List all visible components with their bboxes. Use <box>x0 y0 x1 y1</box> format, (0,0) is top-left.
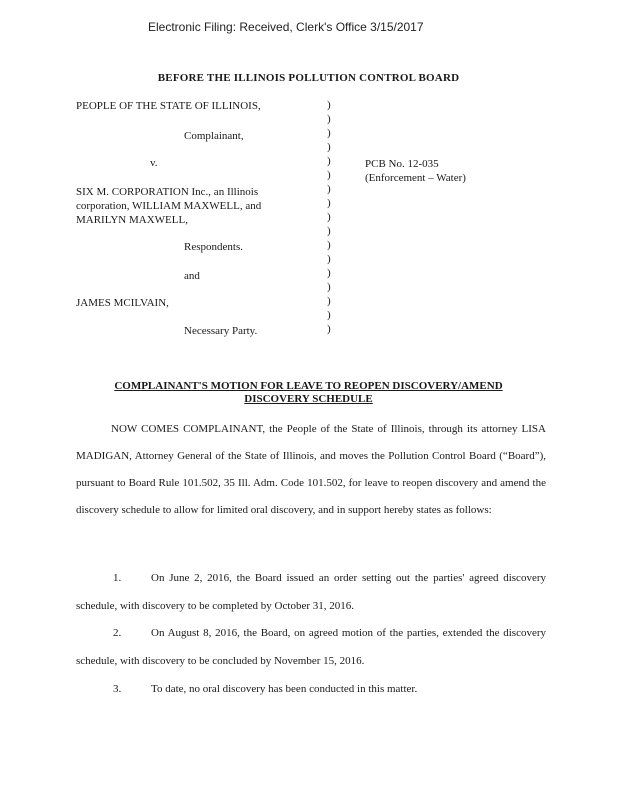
caption-necessary-party: JAMES MCILVAIN, <box>76 297 169 309</box>
caption-paren: ) <box>327 211 331 223</box>
caption-paren: ) <box>327 267 331 279</box>
caption-necessary-party-role: Necessary Party. <box>184 325 258 337</box>
motion-title-line1: COMPLAINANT'S MOTION FOR LEAVE TO REOPEN DISCOVERY/AMEND <box>114 380 503 392</box>
caption-paren: ) <box>327 309 331 321</box>
intro-paragraph: NOW COMES COMPLAINANT, the People of the State of Illinois, through its attorney LISA MADIGAN, Attorney General of the State of Illinois, and moves the Pollution Control Board (“Board”), pursuant to Board Rule 101.502, 35 Ill. Adm. Code 101.502, for leave to reopen discovery and amend the discovery schedule to allow for limited oral discovery, and in support hereby states as follows: <box>76 423 546 516</box>
caption-paren: ) <box>327 141 331 153</box>
caption-paren: ) <box>327 281 331 293</box>
paragraph-text: To date, no oral discovery has been conducted in this matter. <box>151 683 418 695</box>
case-type: (Enforcement – Water) <box>365 172 466 184</box>
paragraph-number: 3. <box>113 683 122 695</box>
caption-parentheses <box>327 98 335 336</box>
numbered-paragraph <box>76 675 546 703</box>
caption-paren: ) <box>327 127 331 139</box>
caption-paren: ) <box>327 197 331 209</box>
motion-title-line2: DISCOVERY SCHEDULE <box>244 393 373 405</box>
paragraph-number: 1. <box>113 572 122 584</box>
caption-paren: ) <box>327 183 331 195</box>
caption-defendants-role: Respondents. <box>184 241 243 253</box>
caption-paren: ) <box>327 253 331 265</box>
caption-paren: ) <box>327 239 331 251</box>
numbered-paragraph <box>76 564 546 620</box>
caption-paren: ) <box>327 113 331 125</box>
motion-title <box>0 380 617 406</box>
numbered-paragraph <box>76 619 546 675</box>
caption-plaintiff-role: Complainant, <box>184 130 244 142</box>
filing-stamp: Electronic Filing: Received, Clerk's Office 3/15/2017 <box>148 20 424 34</box>
caption-defendants-line3: MARILYN MAXWELL, <box>76 214 188 226</box>
caption-paren: ) <box>327 323 331 335</box>
paragraph-text: On June 2, 2016, the Board issued an order setting out the parties' agreed discovery schedule, with discovery to be completed by October 31, 2016. <box>76 572 546 612</box>
caption-paren: ) <box>327 99 331 111</box>
caption-and: and <box>184 270 200 282</box>
caption-paren: ) <box>327 155 331 167</box>
case-number: PCB No. 12-035 <box>365 158 439 170</box>
caption-paren: ) <box>327 295 331 307</box>
caption-defendants-line2: corporation, WILLIAM MAXWELL, and <box>76 200 262 212</box>
caption-versus: v. <box>150 157 158 169</box>
caption-plaintiff: PEOPLE OF THE STATE OF ILLINOIS, <box>76 100 261 112</box>
caption-paren: ) <box>327 169 331 181</box>
board-title: BEFORE THE ILLINOIS POLLUTION CONTROL BOARD <box>157 72 460 84</box>
caption-defendants-line1: SIX M. CORPORATION Inc., an Illinois <box>76 186 259 198</box>
paragraph-number: 2. <box>113 627 122 639</box>
caption-paren: ) <box>327 225 331 237</box>
paragraph-text: On August 8, 2016, the Board, on agreed motion of the parties, extended the discovery schedule, with discovery to be concluded by November 15, 2016. <box>76 627 546 667</box>
